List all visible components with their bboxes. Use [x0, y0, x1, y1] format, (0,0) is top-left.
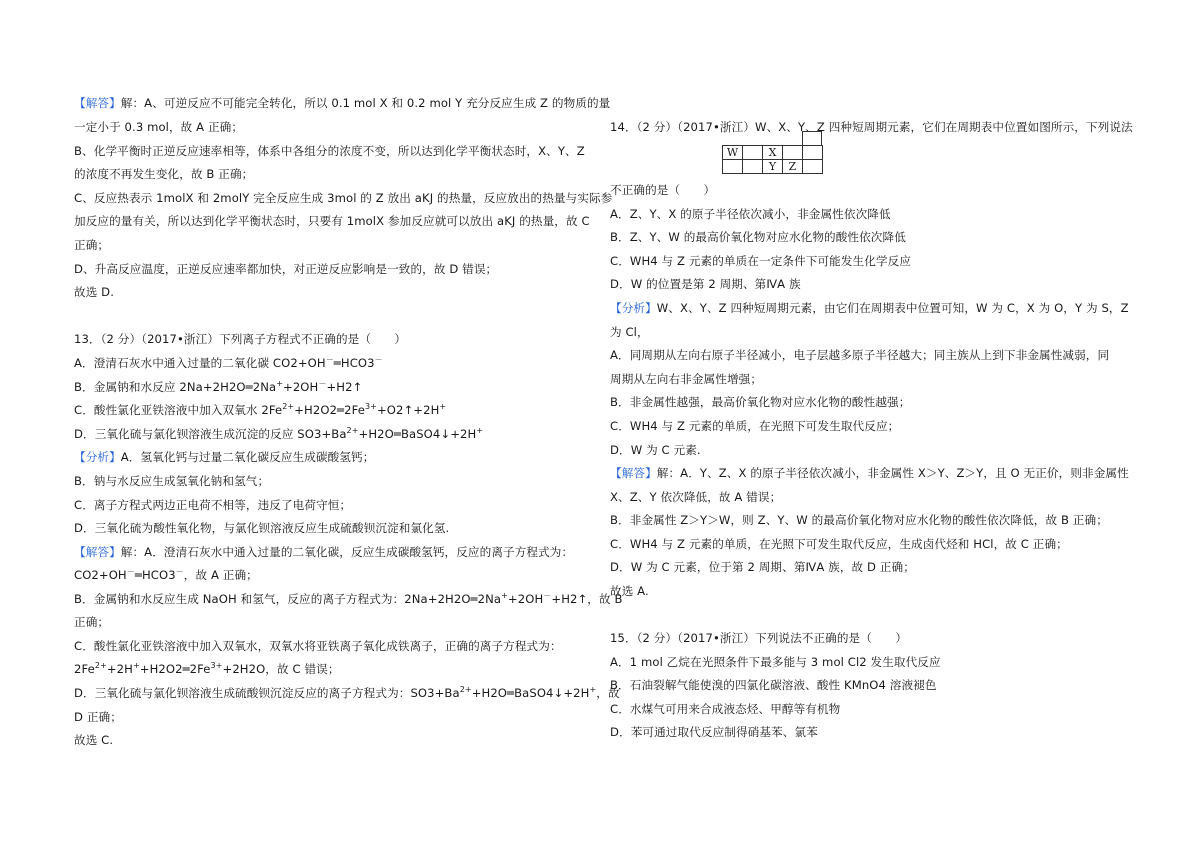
- answer-tag: 【解答】: [610, 466, 657, 480]
- periodic-table-row: [723, 146, 823, 160]
- q13-analysis-line-2: B．钠与水反应生成氢氧化钠和氢气；: [74, 474, 270, 488]
- q13-answer-line-1: 【解答】解：A．澄清石灰水中通入过量的二氧化碳，反应生成碳酸氢钙，反应的离子方程式为：: [74, 545, 574, 559]
- q14-analysis-line-7: D．W 为 C 元素.: [610, 443, 701, 457]
- cell-empty: [783, 146, 803, 160]
- q13-stem: 13．（2 分）（2017•浙江）下列离子方程式不正确的是（ ）: [74, 332, 407, 346]
- cell-w: W: [723, 146, 743, 160]
- q12-answer-line-8: D、升高反应温度，正逆反应速率都加快，对正逆反应影响是一致的，故 D 错误；: [74, 262, 498, 276]
- q15-option-b: B．石油裂解气能使溴的四氯化碳溶液、酸性 KMnO4 溶液褪色: [610, 678, 937, 692]
- q14-option-b: B．Z、Y、W 的最高价氧化物对应水化物的酸性依次降低: [610, 230, 906, 244]
- answer-tag: 【解答】: [74, 545, 121, 559]
- q13-answer-line-8: D 正确；: [74, 710, 122, 724]
- cell-empty: [743, 160, 763, 174]
- cell-y: Y: [763, 160, 783, 174]
- q14-stem-line-1: 14．（2 分）（2017•浙江）W、X、Y、Z 四种短周期元素，它们在周期表中位置如图所示，下列说法: [610, 120, 1133, 134]
- q13-answer-line-9: 故选 C.: [74, 733, 114, 747]
- q13-answer-line-6: $2Fe^{2+}+2H^++H2O2═2Fe^{3+}+2H2O$，故 C 错误；: [74, 661, 340, 676]
- q14-option-a: A．Z、Y、X 的原子半径依次减小，非金属性依次降低: [610, 207, 891, 221]
- q13-answer-line-3: B．金属钠和水反应生成 NaOH 和氢气，反应的离子方程式为：2Na+2H2O═2Na++2OH－+H2↑，故 B: [74, 591, 623, 606]
- q15-option-c: C．水煤气可用来合成液态烃、甲醇等有机物: [610, 702, 841, 716]
- analysis-tag: 【分析】: [74, 450, 121, 464]
- q14-answer-line-4: C．WH4 与 Z 元素的单质，在光照下可发生取代反应，生成卤代烃和 HCl，故 C 正确；: [610, 537, 1068, 551]
- q14-analysis-line-6: C．WH4 与 Z 元素的单质，在光照下可发生取代反应；: [610, 419, 900, 433]
- q15-option-a: A．1 mol 乙烷在光照条件下最多能与 3 mol Cl2 发生取代反应: [610, 655, 941, 669]
- q14-answer-line-5: D．W 为 C 元素，位于第 2 周期、第ⅣA 族，故 D 正确；: [610, 560, 915, 574]
- q14-answer-line-2: X、Z、Y 依次降低，故 A 错误；: [610, 490, 782, 504]
- periodic-table-top-cell: [802, 131, 822, 145]
- q14-analysis-line-5: B．非金属性越强，最高价氧化物对应水化物的酸性越强；: [610, 395, 911, 409]
- q13-option-b: B．金属钠和水反应 2Na+2H2O═2Na++2OH－+H2↑: [74, 379, 363, 394]
- periodic-table-figure: [722, 145, 823, 174]
- q15-stem: 15．（2 分）（2017•浙江）下列说法不正确的是（ ）: [610, 631, 908, 645]
- q12-answer-line-7: 正确；: [74, 238, 110, 252]
- cell-z: Z: [783, 160, 803, 174]
- q13-answer-line-2: CO2+OH－═HCO3－，故 A 正确；: [74, 567, 258, 582]
- q13-option-a: A．澄清石灰水中通入过量的二氧化碳 CO2+OH－═HCO3－: [74, 355, 383, 370]
- cell-x: X: [763, 146, 783, 160]
- q13-analysis-line-4: D．三氧化硫为酸性氧化物，与氯化钡溶液反应生成硫酸钡沉淀和氯化氢.: [74, 521, 450, 535]
- q14-answer-line-3: B．非金属性 Z＞Y＞W，则 Z、Y、W 的最高价氧化物对应水化物的酸性依次降低，故 B 正确；: [610, 513, 1108, 527]
- q12-answer-line-5: C、反应热表示 1molX 和 2molY 完全反应生成 3mol 的 Z 放出 aKJ 的热量，反应放出的热量与实际参: [74, 191, 613, 205]
- q15-option-d: D．苯可通过取代反应制得硝基苯、氯苯: [610, 725, 818, 739]
- q14-analysis-line-3: A．同周期从左向右原子半径减小，电子层越多原子半径越大；同主族从上到下非金属性减弱，同: [610, 348, 1110, 362]
- answer-tag: 【解答】: [74, 96, 121, 110]
- q14-answer-line-6: 故选 A.: [610, 584, 649, 598]
- analysis-tag: 【分析】: [610, 301, 657, 315]
- q13-answer-line-7: D．三氧化硫与氯化钡溶液生成硫酸钡沉淀反应的离子方程式为：$SO3+Ba^{2+}+H2O═BaSO4↓+2H^+$，故: [74, 685, 620, 700]
- q12-answer-line-2: 一定小于 0.3 mol，故 A 正确；: [74, 120, 244, 134]
- q14-option-d: D．W 的位置是第 2 周期、第ⅣA 族: [610, 277, 801, 291]
- q13-analysis-line-3: C．离子方程式两边正电荷不相等，违反了电荷守恒；: [74, 498, 352, 512]
- q12-answer-line-9: 故选 D.: [74, 285, 114, 299]
- q14-analysis-line-4: 周期从左向右非金属性增强；: [610, 372, 763, 386]
- q13-option-d: D．三氧化硫与氯化钡溶液生成沉淀的反应 $SO3+Ba^{2+}+H2O═BaSO4↓+2H^+$: [74, 426, 484, 441]
- cell-empty: [723, 160, 743, 174]
- q13-analysis-line-1: 【分析】A．氢氧化钙与过量二氧化碳反应生成碳酸氢钙；: [74, 450, 375, 464]
- q12-answer-line-6: 加反应的量有关，所以达到化学平衡状态时，只要有 1molX 参加反应就可以放出 aKJ 的热量，故 C: [74, 214, 590, 228]
- periodic-table-row: [723, 160, 823, 174]
- q14-analysis-line-1: 【分析】W、X、Y、Z 四种短周期元素，由它们在周期表中位置可知，W 为 C，X 为 O，Y 为 S，Z: [610, 301, 1129, 315]
- q13-answer-line-5: C．酸性氯化亚铁溶液中加入双氧水，双氧水将亚铁离子氧化成铁离子，正确的离子方程式为：: [74, 639, 562, 653]
- q12-answer-line-1: 【解答】解：A、可逆反应不可能完全转化，所以 0.1 mol X 和 0.2 mol Y 充分反应生成 Z 的物质的量: [74, 96, 611, 110]
- cell-empty: [803, 146, 823, 160]
- q14-answer-line-1: 【解答】解：A．Y、Z、X 的原子半径依次减小，非金属性 X＞Y、Z＞Y，且 O 无正价，则非金属性: [610, 466, 1129, 480]
- cell-empty: [743, 146, 763, 160]
- q14-option-c: C．WH4 与 Z 元素的单质在一定条件下可能发生化学反应: [610, 254, 912, 268]
- cell-empty: [803, 160, 823, 174]
- q12-answer-line-4: 的浓度不再发生变化，故 B 正确；: [74, 167, 254, 181]
- q12-answer-line-3: B、化学平衡时正逆反应速率相等，体系中各组分的浓度不变，所以达到化学平衡状态时，X、Y、Z: [74, 144, 585, 158]
- q14-stem-line-2: 不正确的是（ ）: [610, 183, 716, 197]
- q13-option-c: C．酸性氯化亚铁溶液中加入双氧水 $2Fe^{2+}+H2O2═2Fe^{3+}+O2↑+2H^+$: [74, 402, 447, 417]
- q13-answer-line-4: 正确；: [74, 615, 110, 629]
- q14-analysis-line-2: 为 Cl，: [610, 325, 649, 339]
